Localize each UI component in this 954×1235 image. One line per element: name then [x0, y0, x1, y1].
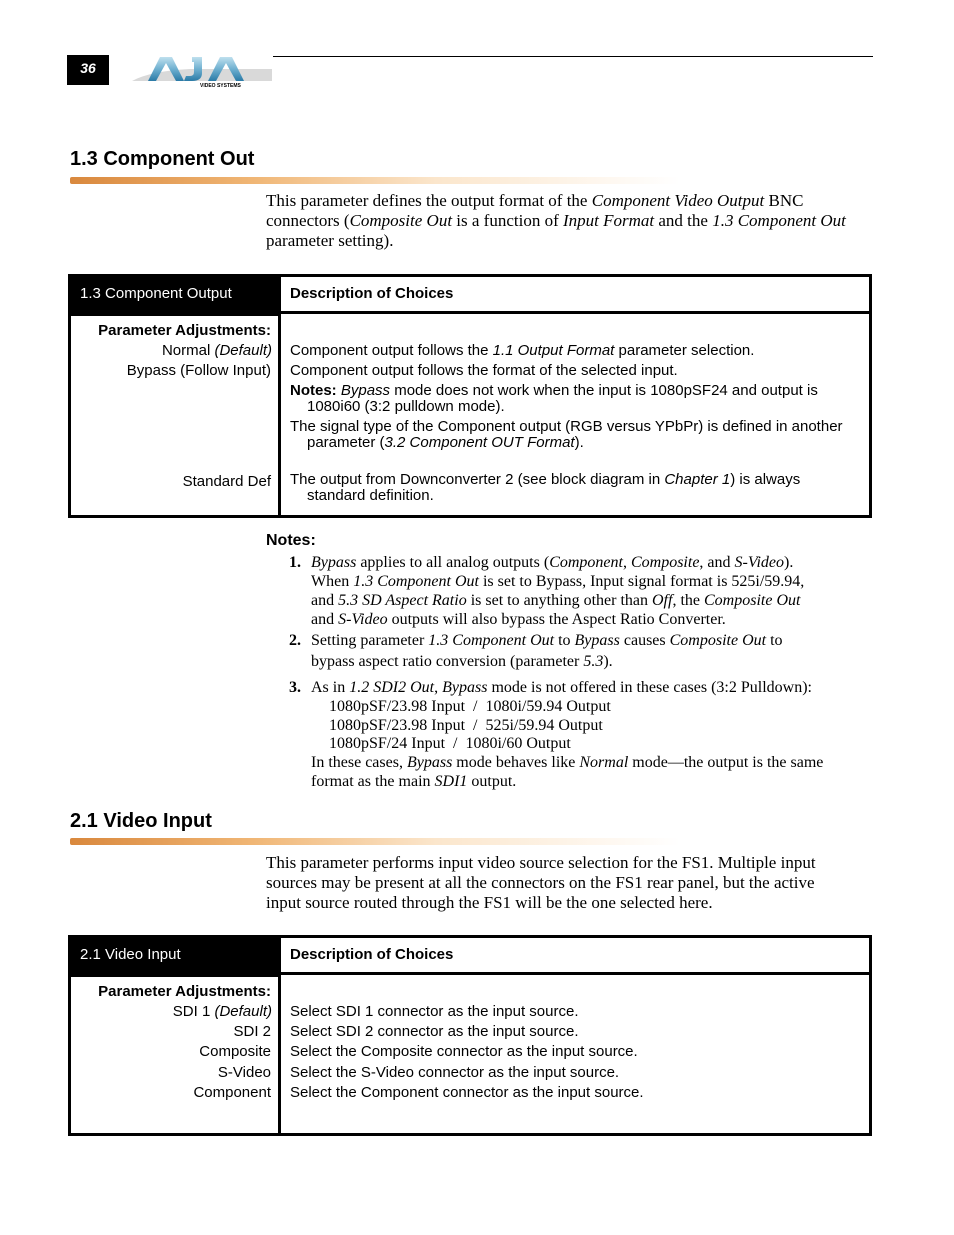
section-title-video-input: 2.1 Video Input: [70, 810, 212, 832]
table-divider-vertical: [278, 935, 281, 1136]
heading-underline-bar: [70, 177, 680, 184]
table-header-left-text: 1.3 Component Output: [80, 285, 232, 302]
page-number: 36: [80, 60, 96, 76]
desc-standard-def-cont: standard definition.: [307, 487, 434, 504]
section-intro-line: input source routed through the FS1 will be the one selected here.: [266, 893, 713, 912]
desc-normal: Component output follows the 1.1 Output Format parameter selection.: [290, 342, 755, 359]
desc-svideo: Select the S-Video connector as the input source.: [290, 1064, 620, 1081]
note-line: In these cases, Bypass mode behaves like Normal mode—the output is the same: [311, 754, 824, 771]
option-sdi2: SDI 2: [233, 1023, 271, 1040]
option-composite: Composite: [199, 1043, 271, 1060]
note-number: 2.: [289, 632, 301, 649]
desc-sdi1: Select SDI 1 connector as the input source.: [290, 1003, 579, 1020]
case-line: 1080pSF/23.98 Input / 525i/59.94 Output: [329, 717, 603, 734]
note-line: When 1.3 Component Out is set to Bypass, Input signal format is 525i/59.94,: [311, 573, 805, 590]
note-line: Bypass applies to all analog outputs (Component, Composite, and S-Video).: [311, 554, 794, 571]
note-number: 3.: [289, 679, 301, 696]
option-bypass: Bypass (Follow Input): [126, 362, 271, 379]
option-normal: Normal (Default): [161, 342, 272, 359]
option-svideo: S-Video: [217, 1064, 271, 1081]
option-sdi1: SDI 1 (Default): [172, 1003, 272, 1020]
desc-bypass-note: Notes: Bypass mode does not work when the input is 1080pSF24 and output is: [290, 382, 818, 399]
desc-component: Select the Component connector as the input source.: [290, 1084, 644, 1101]
section-intro: This parameter defines the output format of the Component Video Output BNC connectors (Composite Out is a function of Input Format and the 1.3 Component Out parameter setting).: [266, 191, 846, 250]
param-adjustments-label: Parameter Adjustments:: [98, 322, 271, 339]
desc-signal-type: The signal type of the Component output (RGB versus YPbPr) is defined in another: [290, 418, 843, 435]
case-line: 1080pSF/24 Input / 1080i/60 Output: [329, 735, 571, 752]
note-line: format as the main SDI1 output.: [311, 773, 517, 790]
note-number: 1.: [289, 554, 301, 571]
case-line: 1080pSF/23.98 Input / 1080i/59.94 Output: [329, 698, 611, 715]
table-divider-horizontal: [68, 972, 872, 975]
aja-logo: [130, 55, 274, 89]
section-intro-line: sources may be present at all the connectors on the FS1 rear panel, but the active: [266, 873, 815, 892]
note-line: and 5.3 SD Aspect Ratio is set to anything other than Off, the Composite Out: [311, 592, 801, 609]
desc-standard-def: The output from Downconverter 2 (see block diagram in Chapter 1) is always: [290, 471, 801, 488]
header-rule: [273, 56, 873, 57]
logo-subtitle: VIDEO SYSTEMS: [200, 83, 241, 89]
desc-sdi2: Select SDI 2 connector as the input source.: [290, 1023, 579, 1040]
desc-composite: Select the Composite connector as the input source.: [290, 1043, 638, 1060]
note-line: Setting parameter 1.3 Component Out to Bypass causes Composite Out to: [311, 632, 783, 649]
option-standard-def: Standard Def: [182, 473, 271, 490]
notes-title: Notes:: [266, 532, 316, 549]
section-intro-line: This parameter performs input video source selection for the FS1. Multiple input: [266, 853, 816, 872]
table-divider-horizontal: [68, 311, 872, 314]
note-line: and S-Video outputs will also bypass the Aspect Ratio Converter.: [311, 611, 726, 628]
note-line: As in 1.2 SDI2 Out, Bypass mode is not offered in these cases (3:2 Pulldown):: [311, 679, 812, 696]
table-header-right-text: Description of Choices: [290, 946, 454, 963]
section-title-component-out: 1.3 Component Out: [70, 148, 255, 170]
desc-bypass: Component output follows the format of the selected input.: [290, 362, 678, 379]
desc-bypass-note-cont: 1080i60 (3:2 pulldown mode).: [307, 398, 505, 415]
note-line: bypass aspect ratio conversion (parameter 5.3).: [311, 653, 613, 670]
param-adjustments-label: Parameter Adjustments:: [98, 983, 271, 1000]
table-header-left-text: 2.1 Video Input: [80, 946, 181, 963]
table-header-right-text: Description of Choices: [290, 285, 454, 302]
heading-underline-bar: [70, 838, 680, 845]
option-component: Component: [193, 1084, 271, 1101]
desc-signal-type-cont: parameter (3.2 Component OUT Format).: [307, 434, 584, 451]
